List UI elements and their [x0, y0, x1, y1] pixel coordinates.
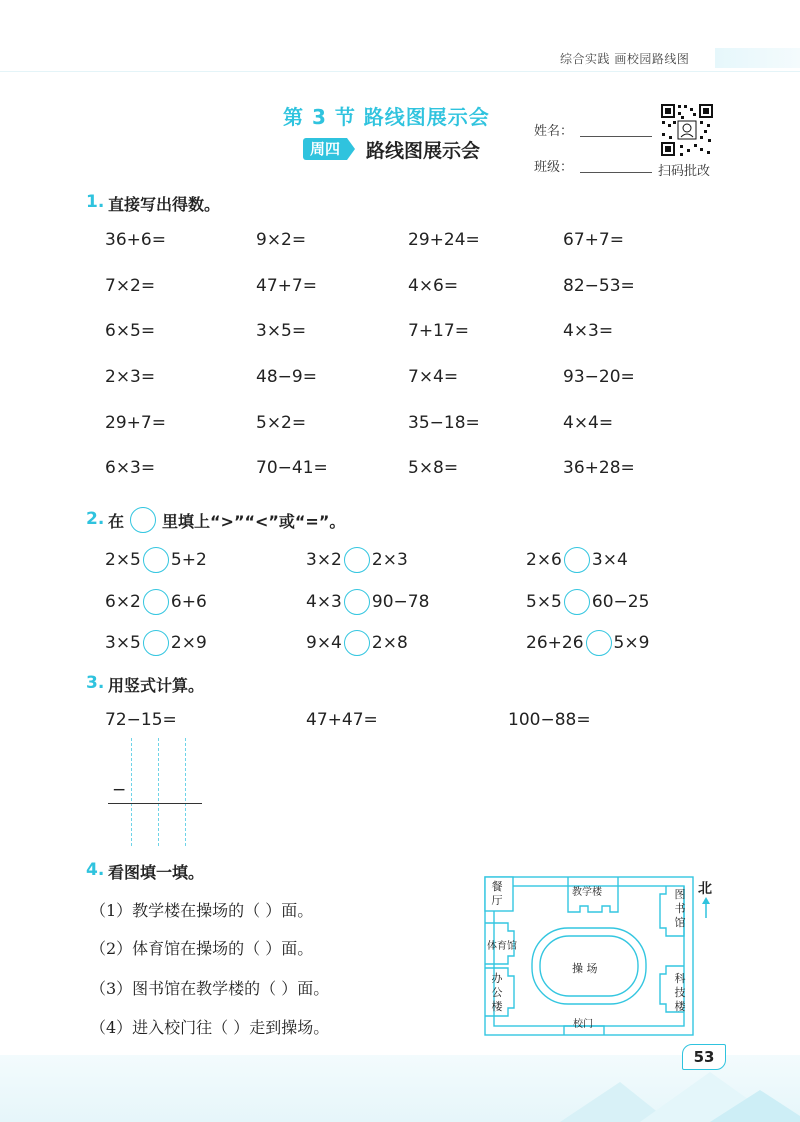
column-guide: [158, 738, 159, 846]
map-canteen: 餐厅: [491, 880, 503, 907]
map-playground: 操 场: [572, 962, 598, 975]
map-office: 办公楼: [491, 972, 503, 1013]
q2-prompt: [108, 505, 345, 535]
q1-r1-c2: 9×2=: [256, 230, 307, 250]
map-library: 图书馆: [674, 888, 686, 929]
calc-line: [108, 803, 202, 804]
q4-prompt: 看图填一填。: [108, 863, 205, 882]
header-band: [715, 48, 800, 68]
north-label: 北: [698, 881, 712, 897]
answer-circle[interactable]: [143, 630, 169, 656]
q3-problem-2: 47+47=: [306, 710, 378, 730]
q3-problem-3: 100−88=: [508, 710, 591, 730]
answer-circle[interactable]: [344, 630, 370, 656]
q1-r2-c2: 47+7=: [256, 276, 317, 296]
cmp-left: 5×5: [526, 592, 562, 612]
q1-prompt: 直接写出得数。: [108, 195, 221, 214]
answer-circle[interactable]: [143, 547, 169, 573]
class-label: 班级：: [534, 160, 574, 175]
q4-item-1: （1）教学楼在操场的（ ）面。: [90, 901, 314, 920]
q1-r5-c4: 4×4=: [563, 413, 614, 433]
q1-r4-c1: 2×3=: [105, 367, 156, 387]
q1-r4-c2: 48−9=: [256, 367, 317, 387]
map-teaching-building: 教学楼: [572, 887, 602, 898]
q1-r1-c1: 36+6=: [105, 230, 166, 250]
q1-r5-c3: 35−18=: [408, 413, 480, 433]
cmp-left: 2×6: [526, 550, 562, 570]
cmp-left: 3×5: [105, 633, 141, 653]
q1-r3-c2: 3×5=: [256, 321, 307, 341]
cmp-left: 26+26: [526, 633, 584, 653]
cmp-left: 6×2: [105, 592, 141, 612]
q1-r3-c3: 7+17=: [408, 321, 469, 341]
q2-number: 2.: [86, 509, 105, 529]
q1-r4-c4: 93−20=: [563, 367, 635, 387]
qr-caption: 扫码批改: [658, 164, 711, 179]
cmp-right: 3×4: [591, 550, 628, 570]
q1-number: 1.: [86, 192, 105, 212]
qr-code-icon[interactable]: [660, 103, 714, 157]
q1-r2-c4: 82−53=: [563, 276, 635, 296]
q3-prompt: 用竖式计算。: [108, 676, 205, 695]
q2-r2-c3: [526, 587, 649, 617]
q4-item-3: （3）图书馆在教学楼的（ ）面。: [90, 979, 330, 998]
cmp-left: 3×2: [306, 550, 342, 570]
q1-r5-c1: 29+7=: [105, 413, 166, 433]
q2-r3-c3: [526, 628, 649, 658]
q2-r3-c2: [306, 628, 408, 658]
cmp-right: 60−25: [591, 592, 650, 612]
column-guide: [185, 738, 186, 846]
cmp-right: 5×9: [613, 633, 650, 653]
cmp-left: 9×4: [306, 633, 342, 653]
q3-problem-1: 72−15=: [105, 710, 177, 730]
campus-map: [484, 876, 694, 1036]
answer-circle[interactable]: [586, 630, 612, 656]
q2-r1-c3: [526, 545, 628, 575]
minus-sign: −: [112, 780, 127, 800]
circle-icon: [130, 507, 156, 533]
q1-r2-c1: 7×2=: [105, 276, 156, 296]
answer-circle[interactable]: [564, 547, 590, 573]
section-title: 第 3 节 路线图展示会: [283, 105, 490, 129]
cmp-right: 2×3: [371, 550, 408, 570]
q1-r5-c2: 5×2=: [256, 413, 307, 433]
q1-r6-c1: 6×3=: [105, 458, 156, 478]
map-tech: 科技楼: [674, 972, 686, 1013]
answer-circle[interactable]: [564, 589, 590, 615]
header-divider: [0, 71, 800, 72]
answer-circle[interactable]: [344, 589, 370, 615]
q2-r2-c2: [306, 587, 429, 617]
q1-r2-c3: 4×6=: [408, 276, 459, 296]
q4-item-4: （4）进入校门往（ ）走到操场。: [90, 1018, 330, 1037]
column-guide: [131, 738, 132, 846]
q2-r1-c2: [306, 545, 408, 575]
cmp-left: 4×3: [306, 592, 342, 612]
cmp-right: 5+2: [170, 550, 207, 570]
q1-r6-c3: 5×8=: [408, 458, 459, 478]
q2-r1-c1: [105, 545, 207, 575]
q4-number: 4.: [86, 860, 105, 880]
q1-r6-c4: 36+28=: [563, 458, 635, 478]
q1-r3-c4: 4×3=: [563, 321, 614, 341]
day-title: 路线图展示会: [366, 140, 481, 162]
map-gym: 体育馆: [487, 941, 517, 952]
q1-r1-c3: 29+24=: [408, 230, 480, 250]
cmp-right: 90−78: [371, 592, 430, 612]
q2-r2-c1: [105, 587, 207, 617]
cmp-right: 6+6: [170, 592, 207, 612]
breadcrumb: 综合实践 画校园路线图: [560, 52, 690, 66]
q2-r3-c1: [105, 628, 207, 658]
q1-r6-c2: 70−41=: [256, 458, 328, 478]
cmp-right: 2×8: [371, 633, 408, 653]
q1-r1-c4: 67+7=: [563, 230, 624, 250]
cmp-right: 2×9: [170, 633, 207, 653]
class-field[interactable]: [580, 172, 652, 173]
footer-decoration: [560, 1060, 800, 1122]
answer-circle[interactable]: [344, 547, 370, 573]
north-arrow-icon: [700, 896, 712, 918]
q3-number: 3.: [86, 673, 105, 693]
day-badge: 周四: [303, 138, 347, 160]
q2-prompt-after: 里填上“>”“<”或“=”。: [162, 511, 346, 531]
name-field[interactable]: [580, 136, 652, 137]
q4-item-2: （2）体育馆在操场的（ ）面。: [90, 939, 314, 958]
page-number: 53: [682, 1044, 726, 1070]
cmp-left: 2×5: [105, 550, 141, 570]
map-gate: 校门: [573, 1019, 593, 1030]
q1-r3-c1: 6×5=: [105, 321, 156, 341]
q1-r4-c3: 7×4=: [408, 367, 459, 387]
q2-prompt-before: 在: [108, 511, 125, 531]
answer-circle[interactable]: [143, 589, 169, 615]
name-label: 姓名：: [534, 124, 574, 139]
